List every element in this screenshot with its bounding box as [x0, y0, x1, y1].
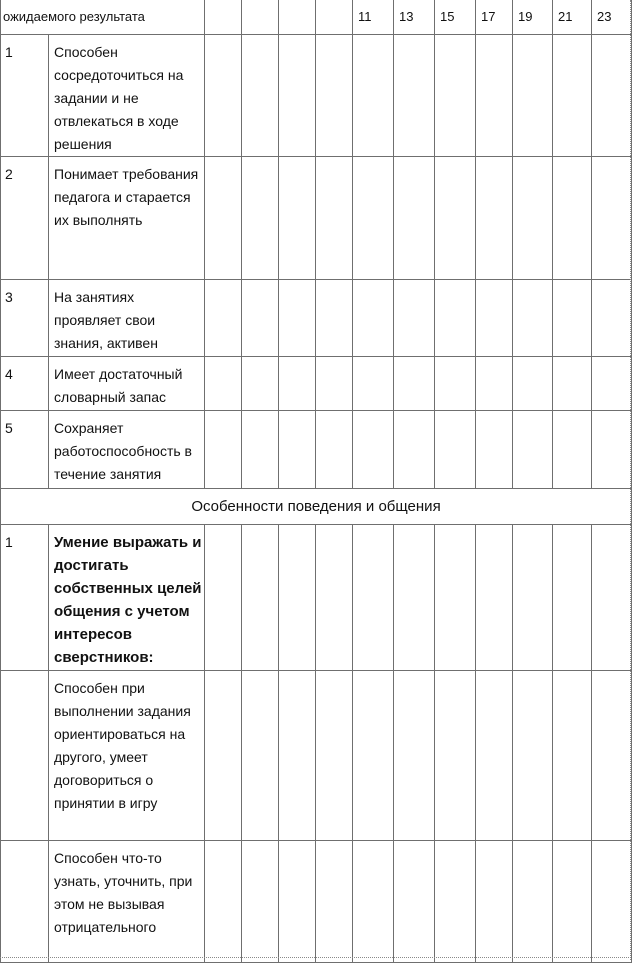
mark-cell[interactable]	[476, 157, 513, 280]
mark-cell[interactable]	[205, 357, 242, 411]
row-number: 5	[1, 411, 49, 489]
table-row	[1, 157, 632, 280]
mark-cell[interactable]	[592, 280, 632, 357]
mark-cell[interactable]	[353, 411, 394, 489]
day-header: 11	[353, 0, 394, 35]
row-number: 1	[1, 35, 49, 157]
mark-cell[interactable]	[353, 525, 394, 671]
header-label: ожидаемого результата	[1, 0, 205, 35]
mark-cell[interactable]	[242, 671, 279, 841]
mark-cell[interactable]	[205, 411, 242, 489]
mark-cell[interactable]	[513, 35, 553, 157]
mark-cell[interactable]	[394, 525, 435, 671]
mark-cell[interactable]	[316, 357, 353, 411]
row-description: Понимает требования педагога и старается их выполнять	[49, 157, 205, 280]
mark-cell[interactable]	[316, 280, 353, 357]
day-header	[279, 0, 316, 35]
mark-cell[interactable]	[205, 280, 242, 357]
mark-cell[interactable]	[353, 357, 394, 411]
mark-cell[interactable]	[242, 357, 279, 411]
table-row	[1, 411, 632, 489]
mark-cell[interactable]	[553, 411, 592, 489]
mark-cell[interactable]	[394, 841, 435, 963]
table-row	[1, 525, 632, 671]
mark-cell[interactable]	[553, 157, 592, 280]
mark-cell[interactable]	[435, 671, 476, 841]
mark-cell[interactable]	[553, 841, 592, 963]
row-number	[1, 841, 49, 963]
mark-cell[interactable]	[353, 280, 394, 357]
row-description: Сохраняет работоспособность в течение занятия	[49, 411, 205, 489]
table-row	[1, 280, 632, 357]
mark-cell[interactable]	[592, 157, 632, 280]
mark-cell[interactable]	[279, 841, 316, 963]
mark-cell[interactable]	[476, 35, 513, 157]
mark-cell[interactable]	[476, 671, 513, 841]
mark-cell[interactable]	[592, 357, 632, 411]
mark-cell[interactable]	[279, 157, 316, 280]
day-header	[205, 0, 242, 35]
mark-cell[interactable]	[242, 411, 279, 489]
row-description: Умение выражать и достигать собственных целей общения с учетом интересов сверстников:	[49, 525, 205, 671]
mark-cell[interactable]	[592, 841, 632, 963]
row-number: 1	[1, 525, 49, 671]
section-row	[1, 489, 632, 525]
mark-cell[interactable]	[513, 280, 553, 357]
mark-cell[interactable]	[476, 411, 513, 489]
row-description: Способен при выполнении задания ориентироваться на другого, умеет договориться о принятии в игру	[49, 671, 205, 841]
mark-cell[interactable]	[435, 157, 476, 280]
mark-cell[interactable]	[205, 841, 242, 963]
mark-cell[interactable]	[353, 35, 394, 157]
day-header: 21	[553, 0, 592, 35]
mark-cell[interactable]	[353, 841, 394, 963]
day-header: 13	[394, 0, 435, 35]
mark-cell[interactable]	[476, 357, 513, 411]
table-row	[1, 841, 632, 963]
row-number: 4	[1, 357, 49, 411]
mark-cell[interactable]	[553, 671, 592, 841]
mark-cell[interactable]	[279, 525, 316, 671]
day-header	[242, 0, 279, 35]
mark-cell[interactable]	[205, 157, 242, 280]
row-description: Способен сосредоточиться на задании и не отвлекаться в ходе решения	[49, 35, 205, 157]
mark-cell[interactable]	[513, 357, 553, 411]
mark-cell[interactable]	[476, 841, 513, 963]
mark-cell[interactable]	[242, 157, 279, 280]
mark-cell[interactable]	[592, 671, 632, 841]
table-row	[1, 35, 632, 157]
mark-cell[interactable]	[242, 525, 279, 671]
mark-cell[interactable]	[279, 357, 316, 411]
mark-cell[interactable]	[394, 671, 435, 841]
row-number	[1, 671, 49, 841]
mark-cell[interactable]	[279, 671, 316, 841]
mark-cell[interactable]	[553, 280, 592, 357]
mark-cell[interactable]	[435, 35, 476, 157]
day-header: 23	[592, 0, 632, 35]
mark-cell[interactable]	[279, 280, 316, 357]
mark-cell[interactable]	[205, 525, 242, 671]
header-row	[1, 0, 632, 35]
mark-cell[interactable]	[316, 411, 353, 489]
mark-cell[interactable]	[435, 357, 476, 411]
mark-cell[interactable]	[394, 157, 435, 280]
mark-cell[interactable]	[279, 35, 316, 157]
day-header	[316, 0, 353, 35]
mark-cell[interactable]	[279, 411, 316, 489]
mark-cell[interactable]	[513, 841, 553, 963]
row-description: Имеет достаточный словарный запас	[49, 357, 205, 411]
mark-cell[interactable]	[353, 671, 394, 841]
mark-cell[interactable]	[592, 525, 632, 671]
mark-cell[interactable]	[592, 411, 632, 489]
section-title: Особенности поведения и общения	[1, 489, 632, 525]
mark-cell[interactable]	[316, 525, 353, 671]
page-edge-divider	[630, 0, 631, 960]
mark-cell[interactable]	[435, 280, 476, 357]
mark-cell[interactable]	[435, 525, 476, 671]
mark-cell[interactable]	[435, 841, 476, 963]
row-number: 2	[1, 157, 49, 280]
mark-cell[interactable]	[394, 35, 435, 157]
mark-cell[interactable]	[513, 525, 553, 671]
table-row	[1, 671, 632, 841]
mark-cell[interactable]	[553, 357, 592, 411]
mark-cell[interactable]	[205, 671, 242, 841]
mark-cell[interactable]	[242, 841, 279, 963]
mark-cell[interactable]	[476, 280, 513, 357]
mark-cell[interactable]	[553, 525, 592, 671]
mark-cell[interactable]	[394, 411, 435, 489]
row-description: Способен что-то узнать, уточнить, при этом не вызывая отрицательного	[49, 841, 205, 963]
table-row	[1, 357, 632, 411]
mark-cell[interactable]	[242, 280, 279, 357]
mark-cell[interactable]	[513, 157, 553, 280]
mark-cell[interactable]	[316, 35, 353, 157]
mark-cell[interactable]	[316, 671, 353, 841]
mark-cell[interactable]	[513, 671, 553, 841]
page-break-divider	[0, 957, 631, 958]
mark-cell[interactable]	[394, 357, 435, 411]
mark-cell[interactable]	[316, 841, 353, 963]
row-description: На занятиях проявляет свои знания, активен	[49, 280, 205, 357]
day-header: 19	[513, 0, 553, 35]
mark-cell[interactable]	[242, 35, 279, 157]
row-number: 3	[1, 280, 49, 357]
mark-cell[interactable]	[316, 157, 353, 280]
mark-cell[interactable]	[205, 35, 242, 157]
day-header: 17	[476, 0, 513, 35]
mark-cell[interactable]	[435, 411, 476, 489]
mark-cell[interactable]	[553, 35, 592, 157]
mark-cell[interactable]	[476, 525, 513, 671]
mark-cell[interactable]	[394, 280, 435, 357]
mark-cell[interactable]	[513, 411, 553, 489]
mark-cell[interactable]	[592, 35, 632, 157]
mark-cell[interactable]	[353, 157, 394, 280]
day-header: 15	[435, 0, 476, 35]
